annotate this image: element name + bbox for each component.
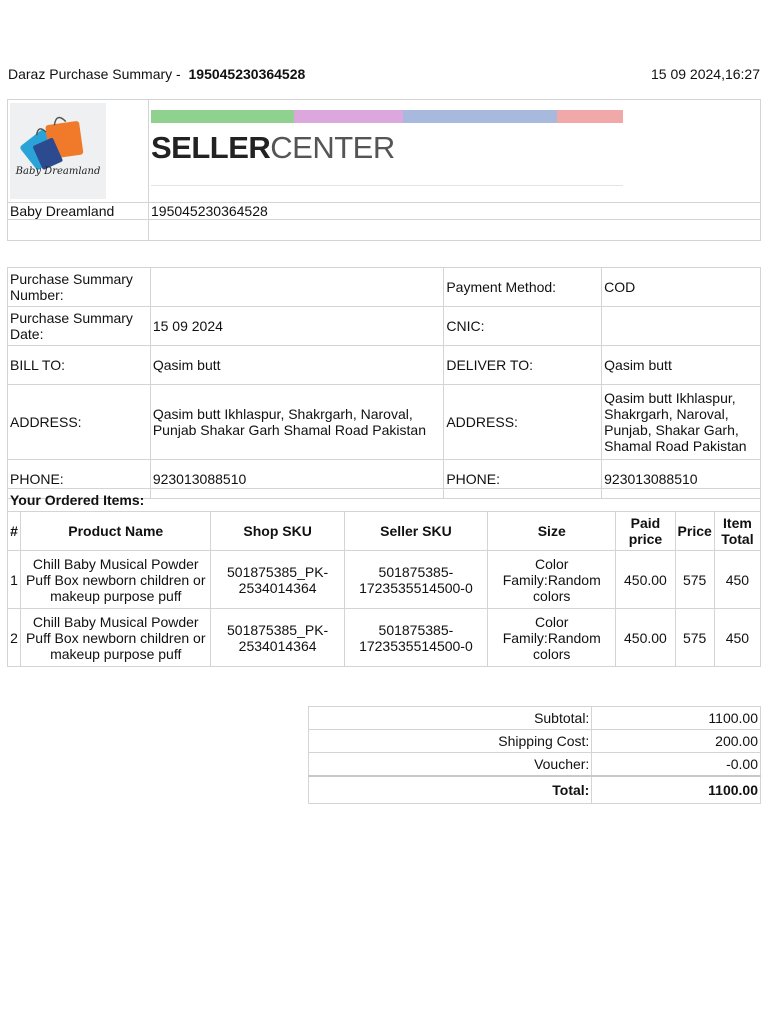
column-header: Product Name bbox=[21, 512, 211, 551]
shopping-bags-icon bbox=[10, 103, 106, 199]
summary-title bbox=[8, 66, 305, 82]
column-header: Item Total bbox=[714, 512, 760, 551]
item-price: 575 bbox=[675, 609, 714, 667]
item-paid-price: 450.00 bbox=[616, 551, 675, 609]
total-label: Total: bbox=[309, 776, 592, 804]
column-header: Paid price bbox=[616, 512, 675, 551]
bill-phone-value: 923013088510 bbox=[150, 460, 444, 499]
order-number: 195045230364528 bbox=[188, 66, 306, 82]
banner-divider bbox=[151, 185, 623, 186]
payment-method-label: Payment Method: bbox=[444, 268, 602, 307]
shop-name: Baby Dreamland bbox=[8, 203, 149, 220]
shipping-label: Shipping Cost: bbox=[309, 730, 592, 753]
title-prefix: Daraz Purchase Summary - bbox=[8, 66, 181, 82]
voucher-label: Voucher: bbox=[309, 753, 592, 777]
table-row bbox=[8, 551, 761, 609]
ps-date-label: Purchase Summary Date: bbox=[8, 307, 151, 346]
logo-cell bbox=[8, 100, 149, 203]
bill-address-value: Qasim butt Ikhlaspur, Shakrgarh, Naroval, Punjab Shakar Garh Shamal Road Pakistan bbox=[150, 385, 444, 460]
cnic-value bbox=[602, 307, 761, 346]
bill-address-label: ADDRESS: bbox=[8, 385, 151, 460]
subtotal-value: 1100.00 bbox=[592, 707, 761, 730]
deliver-phone-value: 923013088510 bbox=[602, 460, 761, 499]
item-index: 2 bbox=[8, 609, 21, 667]
deliver-to-value: Qasim butt bbox=[602, 346, 761, 385]
item-product-name: Chill Baby Musical Powder Puff Box newborn children or makeup purpose puff bbox=[21, 609, 211, 667]
column-header: Shop SKU bbox=[211, 512, 344, 551]
item-price: 575 bbox=[675, 551, 714, 609]
item-size: Color Family:Random colors bbox=[488, 551, 616, 609]
item-product-name: Chill Baby Musical Powder Puff Box newborn children or makeup purpose puff bbox=[21, 551, 211, 609]
seller-center-banner bbox=[151, 100, 758, 202]
seller-center-logo bbox=[151, 130, 395, 166]
logo-text: Baby Dreamland bbox=[15, 166, 101, 177]
shop-order-number: 195045230364528 bbox=[149, 203, 761, 220]
item-shop-sku: 501875385_PK-2534014364 bbox=[211, 551, 344, 609]
subtotal-label: Subtotal: bbox=[309, 707, 592, 730]
summary-datetime: 15 09 2024,16:27 bbox=[651, 66, 760, 82]
empty-cell bbox=[8, 220, 149, 241]
shipping-value: 200.00 bbox=[592, 730, 761, 753]
bill-to-label: BILL TO: bbox=[8, 346, 151, 385]
item-size: Color Family:Random colors bbox=[488, 609, 616, 667]
document-header bbox=[8, 64, 760, 84]
cnic-label: CNIC: bbox=[444, 307, 602, 346]
item-paid-price: 450.00 bbox=[616, 609, 675, 667]
empty-cell bbox=[149, 220, 761, 241]
deliver-to-label: DELIVER TO: bbox=[444, 346, 602, 385]
totals-table bbox=[308, 706, 761, 804]
column-header: Size bbox=[488, 512, 616, 551]
deliver-address-value: Qasim butt Ikhlaspur, Shakrgarh, Naroval, Punjab, Shakar Garh, Shamal Road Pakistan bbox=[602, 385, 761, 460]
column-header: # bbox=[8, 512, 21, 551]
items-header-row bbox=[8, 512, 761, 551]
banner-light-text: CENTER bbox=[270, 130, 395, 165]
column-header: Price bbox=[675, 512, 714, 551]
shop-logo bbox=[10, 103, 106, 199]
ordered-items-table bbox=[7, 488, 761, 667]
ps-number-label: Purchase Summary Number: bbox=[8, 268, 151, 307]
deliver-address-label: ADDRESS: bbox=[444, 385, 602, 460]
item-seller-sku: 501875385-1723535514500-0 bbox=[344, 609, 487, 667]
payment-method-value: COD bbox=[602, 268, 761, 307]
item-index: 1 bbox=[8, 551, 21, 609]
item-seller-sku: 501875385-1723535514500-0 bbox=[344, 551, 487, 609]
ps-date-value: 15 09 2024 bbox=[150, 307, 444, 346]
item-total: 450 bbox=[714, 551, 760, 609]
items-heading: Your Ordered Items: bbox=[8, 489, 761, 512]
ps-number-value bbox=[150, 268, 444, 307]
item-total: 450 bbox=[714, 609, 760, 667]
banner-bold-text: SELLER bbox=[151, 130, 271, 165]
total-value: 1100.00 bbox=[592, 776, 761, 804]
banner-cell bbox=[149, 100, 761, 203]
color-bar bbox=[151, 110, 623, 123]
order-info-table bbox=[7, 267, 761, 499]
item-shop-sku: 501875385_PK-2534014364 bbox=[211, 609, 344, 667]
bill-to-value: Qasim butt bbox=[150, 346, 444, 385]
column-header: Seller SKU bbox=[344, 512, 487, 551]
bill-phone-label: PHONE: bbox=[8, 460, 151, 499]
seller-header-table bbox=[7, 99, 761, 241]
voucher-value: -0.00 bbox=[592, 753, 761, 777]
table-row bbox=[8, 609, 761, 667]
deliver-phone-label: PHONE: bbox=[444, 460, 602, 499]
